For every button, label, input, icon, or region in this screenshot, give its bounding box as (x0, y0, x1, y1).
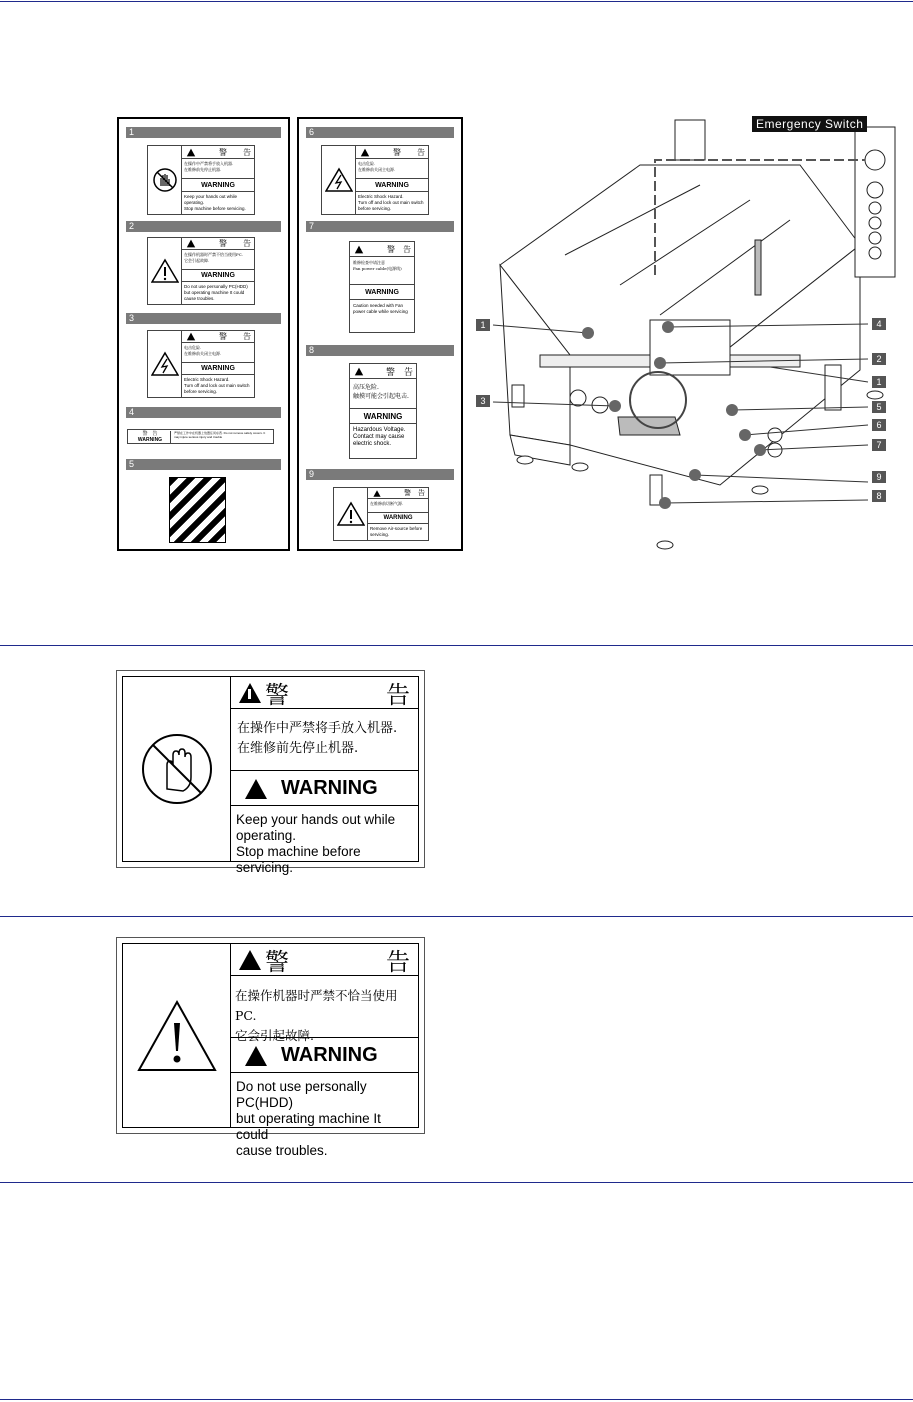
label-thumb-2: 警 告 在操作机器时严禁不恰当使用PC. 它会引起故障. WARNING Do not use personally PC(HDD) but operating machine It could cause troubles. (147, 237, 255, 305)
label-thumb-7: 警 告 维修检查中请注意 Fan power cable(电源线) WARNING Caution needed with Fan power cable while servicing (349, 241, 415, 333)
cn-line-1: 在操作机器时严禁不恰当使用PC. (235, 988, 398, 1023)
warning-triangle-icon (245, 1046, 267, 1066)
label-panel-left (117, 117, 290, 551)
section-rule-3 (0, 1182, 913, 1183)
en-line-1: Keep your hands out while (236, 812, 396, 827)
emergency-switch-label: Emergency Switch (752, 116, 867, 132)
callout-3-left: 3 (476, 395, 490, 407)
hazard-stripes (169, 477, 226, 543)
en-line-2: but operating machine It could (236, 1111, 381, 1142)
label-header-5: 5 (126, 459, 281, 470)
en-line-3: Stop machine before servicing. (236, 844, 361, 875)
warning-label-hands (116, 670, 425, 875)
en-line-3: cause troubles. (236, 1143, 328, 1158)
no-hand-icon (123, 677, 231, 861)
en-warning-head: WARNING (281, 1044, 378, 1066)
section-rule-1 (0, 645, 913, 646)
label-panel-right (297, 117, 463, 551)
no-hand-icon (148, 146, 182, 214)
label-header-7: 7 (306, 221, 454, 232)
label-thumb-9: 警 告 在维修前切断气源. WARNING Remove Air-source before servicing. (333, 487, 429, 541)
callout-7: 7 (872, 439, 886, 451)
callout-8: 8 (872, 490, 886, 502)
en-line-2: operating. (236, 828, 297, 843)
label-header-2: 2 (126, 221, 281, 232)
cn-warning-head-left: 警 (265, 681, 289, 709)
machine-illustration (470, 105, 910, 560)
label-thumb-8: 警 告 高压危险. 触摸可能会引起电击. WARNING Hazardous Voltage. Contact may cause electric shock. (349, 363, 417, 459)
top-rule (0, 1, 913, 2)
en-warning-head: WARNING (281, 777, 378, 799)
warning-triangle-icon (245, 779, 267, 799)
warning-triangle-icon (239, 683, 261, 703)
cn-warning-head-left: 警 (265, 948, 289, 976)
label-thumb-4: 警 告 WARNING 严禁在工作中在机器上放置任何东西. Do not remove safety covers. It may injure serious injury and trouble (127, 429, 274, 444)
callout-1-right: 1 (872, 376, 886, 388)
exclamation-icon (334, 488, 368, 540)
callout-6: 6 (872, 419, 886, 431)
label-thumb-3: 警 告 电击危险. 在维修前关闭主电源. WARNING Electric Shock Hazard. Turn off and lock out main switch before servicing. (147, 330, 255, 398)
callout-9: 9 (872, 471, 886, 483)
exclamation-icon (148, 238, 182, 304)
label-thumb-1: 警 告 在操作中严禁将手放入机器. 在维修前先停止机器. WARNING Keep your hands out while operating. Stop machine before servicing. (147, 145, 255, 215)
label-thumb-6: 警 告 电击危险. 在维修前关闭主电源. WARNING Electric Shock Hazard. Turn off and lock out main switch before servicing. (321, 145, 429, 215)
callout-2: 2 (872, 353, 886, 365)
callout-1-left: 1 (476, 319, 490, 331)
cn-line-1: 在操作中严禁将手放入机器. (237, 721, 398, 736)
label-header-1: 1 (126, 127, 281, 138)
warning-triangle-icon (239, 950, 261, 970)
label-header-6: 6 (306, 127, 454, 138)
label-header-9: 9 (306, 469, 454, 480)
callout-5: 5 (872, 401, 886, 413)
callout-4: 4 (872, 318, 886, 330)
bottom-rule (0, 1399, 913, 1400)
section-rule-2 (0, 916, 913, 917)
label-header-3: 3 (126, 313, 281, 324)
lightning-icon (322, 146, 356, 214)
cn-line-2: 在维修前先停止机器. (237, 741, 359, 756)
label-header-4: 4 (126, 407, 281, 418)
lightning-icon (148, 331, 182, 397)
en-line-1: Do not use personally PC(HDD) (236, 1079, 367, 1110)
cn-warning-head-right: 告 (386, 681, 410, 709)
warning-label-pc (116, 937, 425, 1158)
cn-warning-head-right: 告 (386, 948, 410, 976)
exclamation-icon (123, 944, 231, 1127)
label-header-8: 8 (306, 345, 454, 356)
cn-line-2: 它会引起故障. (235, 1028, 314, 1043)
